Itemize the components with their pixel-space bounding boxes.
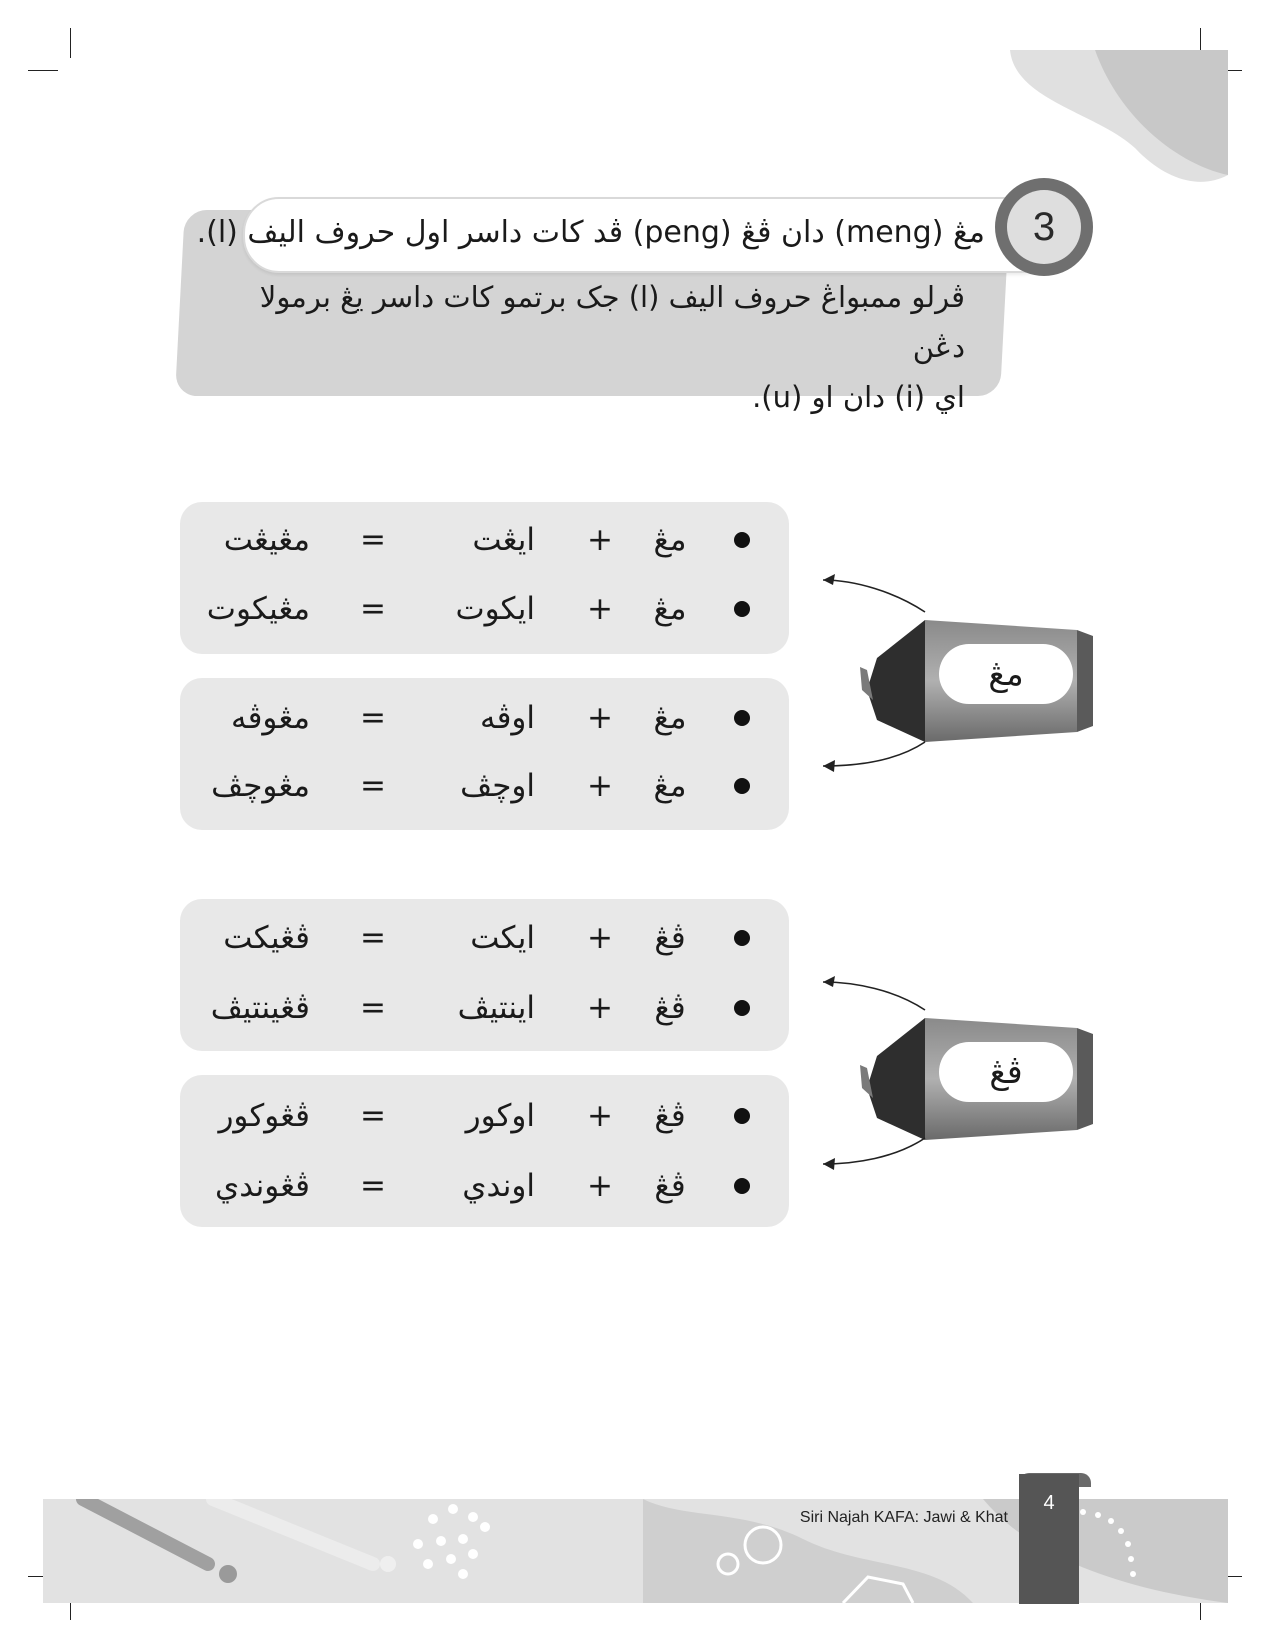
bullet-icon <box>734 1108 750 1124</box>
equals-sign: = <box>360 1168 386 1204</box>
prefix: ڤڠ <box>654 1168 686 1204</box>
root-word: ايكوت <box>455 591 535 627</box>
root-word: اوچڤ <box>460 768 535 804</box>
bullet-icon <box>734 532 750 548</box>
section-number: 3 <box>1007 190 1081 264</box>
bullet-icon <box>734 930 750 946</box>
result-word: مڠيكوت <box>206 591 310 627</box>
crop-mark <box>28 70 58 71</box>
prefix-label: ڤڠ <box>939 1042 1073 1102</box>
word-row <box>0 1156 800 1216</box>
equals-sign: = <box>360 700 386 736</box>
equals-sign: = <box>360 768 386 804</box>
word-row <box>0 688 800 748</box>
word-row <box>0 1086 800 1146</box>
equals-sign: = <box>360 591 386 627</box>
plus-sign: + <box>587 768 613 804</box>
word-row <box>0 510 800 570</box>
root-word: اينتيڤ <box>457 990 535 1026</box>
root-word: ايكت <box>470 920 535 956</box>
prefix: مڠ <box>653 591 687 627</box>
result-word: ڤڠيكت <box>223 920 310 956</box>
prefix: مڠ <box>653 522 687 558</box>
prefix: ڤڠ <box>654 1098 686 1134</box>
page-number: 4 <box>1043 1492 1055 1514</box>
result-word: ڤڠوندي <box>215 1168 310 1204</box>
result-word: مڠيڠت <box>223 522 310 558</box>
word-row <box>0 908 800 968</box>
result-word: مڠوڤه <box>230 700 310 736</box>
plus-sign: + <box>587 591 613 627</box>
bullet-icon <box>734 1178 750 1194</box>
corner-decoration <box>1000 40 1230 190</box>
book-title: Siri Najah KAFA: Jawi & Khat <box>799 1509 1008 1526</box>
heading-title: مڠ (meng) دان ڤڠ (peng) ڤد كات داسر اول حروف اليف (ا). <box>196 215 985 250</box>
equals-sign: = <box>360 1098 386 1134</box>
heading-line-2: ڤرلو ممبواڠ حروف اليف (ا) جک برتمو كات داسر يڠ برمولا دڠن <box>259 280 965 364</box>
word-row <box>0 978 800 1038</box>
bullet-icon <box>734 778 750 794</box>
plus-sign: + <box>587 990 613 1026</box>
bullet-icon <box>734 1000 750 1016</box>
equals-sign: = <box>360 920 386 956</box>
plus-sign: + <box>587 1168 613 1204</box>
heading-instructions <box>205 272 965 422</box>
prefix: مڠ <box>653 768 687 804</box>
plus-sign: + <box>587 1098 613 1134</box>
plus-sign: + <box>587 522 613 558</box>
crop-mark <box>70 28 71 58</box>
prefix: ڤڠ <box>654 990 686 1026</box>
word-row <box>0 579 800 639</box>
result-word: مڠوچڤ <box>211 768 310 804</box>
prefix: مڠ <box>653 700 687 736</box>
arrow-icon <box>815 968 935 1178</box>
prefix: ڤڠ <box>654 920 686 956</box>
heading-line-3: اي (i) دان او (u). <box>752 380 965 414</box>
word-row <box>0 756 800 816</box>
result-word: ڤڠينتيڤ <box>210 990 310 1026</box>
bullet-icon <box>734 710 750 726</box>
result-word: ڤڠوكور <box>218 1098 310 1134</box>
plus-sign: + <box>587 700 613 736</box>
equals-sign: = <box>360 990 386 1026</box>
root-word: اوڤه <box>479 700 535 736</box>
prefix-label: مڠ <box>939 644 1073 704</box>
bullet-icon <box>734 601 750 617</box>
arrow-icon <box>815 570 935 780</box>
equals-sign: = <box>360 522 386 558</box>
root-word: اوكور <box>465 1098 535 1134</box>
root-word: ايڠت <box>472 522 535 558</box>
root-word: اوندي <box>462 1168 535 1204</box>
plus-sign: + <box>587 920 613 956</box>
